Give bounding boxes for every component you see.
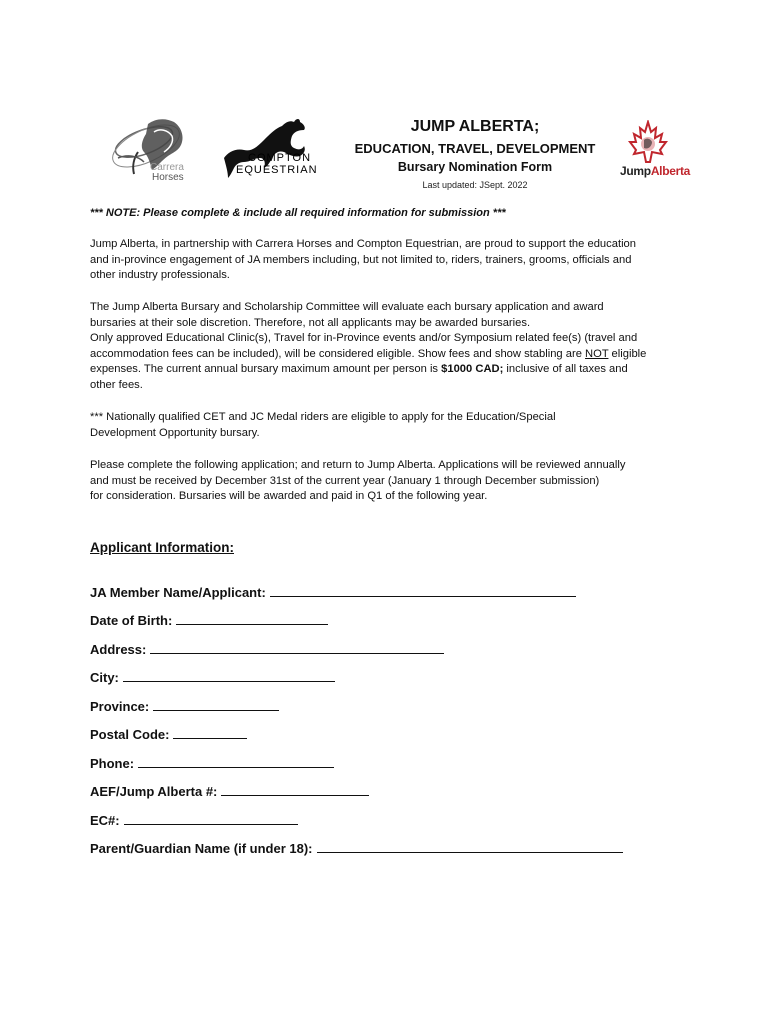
committee-text: accommodation fees can be included), will be considered eligible. Show fees and show stabling are [90,347,586,360]
address-input-line[interactable] [150,641,444,654]
committee-text: expenses. The current annual bursary maximum amount per person is [90,363,442,376]
committee-line: The Jump Alberta Bursary and Scholarship Committee will evaluate each bursary application and award [90,301,604,313]
city-field[interactable] [90,669,335,686]
city-label: City: [90,670,119,685]
aef-number-input-line[interactable] [221,783,369,796]
phone-input-line[interactable] [138,755,334,768]
guardian-name-field[interactable] [90,840,623,857]
committee-line: other fees. [90,378,143,391]
form-name: Bursary Nomination Form [397,160,553,174]
not-emphasis: NOT [585,347,609,360]
member-name-input-line[interactable] [270,584,576,597]
intro-line: other industry professionals. [90,269,230,282]
committee-text: inclusive of all taxes and [503,363,628,376]
bursary-amount: $1000 CAD; [441,363,504,376]
intro-line: Jump Alberta, in partnership with Carrera Horses and Compton Equestrian, are proud to support the education [90,238,637,250]
ec-number-input-line[interactable] [124,812,298,825]
last-updated: Last updated: JSept. 2022 [422,180,528,190]
horses-logo-text: Horses [152,172,184,183]
postal-code-input-line[interactable] [173,726,247,739]
guardian-name-input-line[interactable] [317,840,623,853]
instructions-paragraph [90,458,680,505]
member-name-field[interactable] [90,584,576,601]
carrera-logo-text: Carrera [150,162,184,173]
instructions-line: Please complete the following application; and return to Jump Alberta. Applications will be reviewed annually [90,459,626,471]
instructions-line: for consideration. Bursaries will be awarded and paid in Q1 of the following year. [90,490,488,503]
committee-text: eligible [608,347,647,360]
ec-number-field[interactable] [90,812,298,829]
member-name-label: JA Member Name/Applicant: [90,585,266,600]
dob-field[interactable] [90,612,328,629]
phone-label: Phone: [90,756,135,771]
nationally-line: *** Nationally qualified CET and JC Medal riders are eligible to apply for the Education/Special [90,411,556,423]
province-input-line[interactable] [153,698,279,711]
instructions-line: and must be received by December 31st of the current year (January 1 through December submission) [90,474,600,487]
dob-input-line[interactable] [176,612,328,625]
aef-number-field[interactable] [90,783,369,800]
guardian-name-label: Parent/Guardian Name (if under 18): [90,841,313,856]
committee-line: bursaries at their sole discretion. Therefore, not all applicants may be awarded bursaries. [90,316,531,329]
committee-line [90,362,680,378]
jump-alberta-logo-text [620,164,690,178]
equestrian-logo-text: EQUESTRIAN [236,164,318,176]
province-label: Province: [90,699,150,714]
phone-field[interactable] [90,755,334,772]
page-subtitle: EDUCATION, TRAVEL, DEVELOPMENT [354,141,596,156]
address-label: Address: [90,642,147,657]
ja-logo-jump: Jump [620,164,651,178]
city-input-line[interactable] [123,669,335,682]
nationally-qualified-paragraph [90,410,680,441]
ec-number-label: EC#: [90,813,120,828]
title-block [340,117,610,191]
intro-paragraph [90,237,680,284]
postal-code-field[interactable] [90,726,247,743]
intro-line: and in-province engagement of JA members including, but not limited to, riders, trainers, grooms, officials and [90,253,632,266]
aef-number-label: AEF/Jump Alberta #: [90,784,218,799]
committee-paragraph [90,300,680,394]
postal-code-label: Postal Code: [90,727,170,742]
province-field[interactable] [90,698,279,715]
address-field[interactable] [90,641,444,658]
committee-line [90,347,680,363]
page-title: JUMP ALBERTA; [410,118,540,135]
required-info-note: *** NOTE: Please complete & include all required information for submission *** [90,207,506,219]
dob-label: Date of Birth: [90,613,173,628]
ja-logo-alberta: Alberta [650,164,691,178]
applicant-info-heading: Applicant Information: [90,540,234,555]
nationally-line: Development Opportunity bursary. [90,426,260,439]
compton-logo-text: COMPTON [248,152,312,164]
committee-line: Only approved Educational Clinic(s), Travel for in-Province events and/or Symposium related fee(s) (travel and [90,332,638,345]
